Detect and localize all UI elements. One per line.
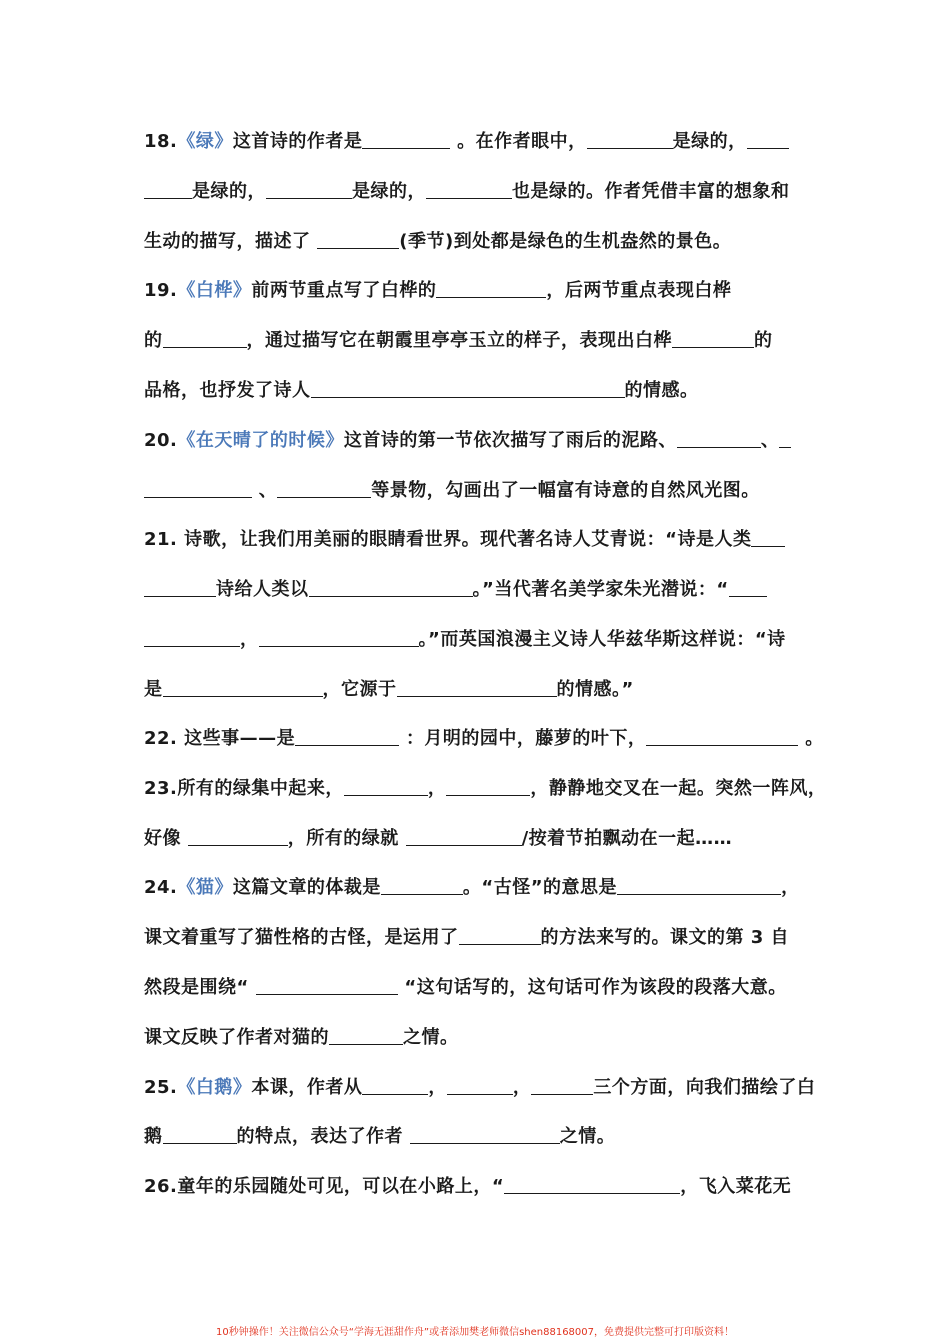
q24-text: ， — [781, 877, 800, 898]
answer-blank[interactable] — [362, 130, 450, 149]
q25-text: 三个方面，向我们描绘了白 — [593, 1077, 816, 1098]
answer-blank[interactable] — [617, 876, 781, 895]
q24-number: 24. — [144, 877, 178, 898]
q24-text: 。“古怪”的意思是 — [462, 877, 618, 898]
q18-line-2 — [144, 177, 808, 207]
q20-text: 等景物，勾画出了一幅富有诗意的自然风光图。 — [371, 480, 760, 501]
answer-blank[interactable] — [397, 678, 557, 697]
q24-title: 《猫》 — [177, 877, 233, 898]
q19-line-3 — [144, 376, 808, 406]
q24-text: “这句话写的，这句话可作为该段的段落大意。 — [404, 977, 787, 998]
q23-text: ， — [427, 778, 447, 799]
q25-text: ， — [428, 1077, 447, 1098]
q23-line-2 — [144, 824, 808, 854]
answer-blank[interactable] — [144, 628, 240, 647]
answer-blank[interactable] — [311, 379, 625, 398]
q19-text: 的情感。 — [624, 380, 699, 401]
q18-line-3 — [144, 227, 808, 257]
q23-text: /按着节拍飘动在一起…… — [521, 828, 733, 849]
answer-blank[interactable] — [436, 279, 546, 298]
q25-number: 25. — [144, 1077, 178, 1098]
q18-number: 18. — [144, 131, 178, 152]
q20-line-2 — [144, 476, 808, 506]
answer-blank[interactable] — [446, 777, 530, 796]
answer-blank[interactable] — [256, 976, 398, 995]
q21-text: ， — [240, 629, 259, 650]
q24-line-1 — [144, 873, 808, 903]
q24-text: 然段是围绕“ — [144, 977, 249, 998]
q18-text: (季节)到处都是绿色的生机盎然的景色。 — [399, 231, 732, 252]
answer-blank[interactable] — [163, 1125, 237, 1144]
q18-text: 这首诗的作者是 — [232, 131, 363, 152]
answer-blank[interactable] — [646, 727, 798, 746]
q20-number: 20. — [144, 430, 178, 451]
answer-blank[interactable] — [309, 578, 473, 597]
q19-title: 《白桦》 — [177, 280, 252, 301]
q23-text: ，静静地交叉在一起。突然一阵风， — [530, 778, 827, 799]
q19-text: ，后两节重点表现白桦 — [546, 280, 732, 301]
answer-blank[interactable] — [459, 926, 541, 945]
q18-text: 是绿的， — [352, 181, 426, 202]
q25-text: 之情。 — [559, 1126, 616, 1147]
answer-blank[interactable] — [504, 1175, 680, 1194]
answer-blank[interactable] — [344, 777, 428, 796]
q18-title: 《绿》 — [177, 131, 233, 152]
answer-blank[interactable] — [329, 1026, 403, 1045]
q19-text: 的 — [754, 330, 773, 351]
answer-blank[interactable] — [259, 628, 419, 647]
q21-text: ，它源于 — [322, 679, 397, 700]
q26-text: ，飞入菜花无 — [680, 1176, 792, 1197]
answer-blank[interactable] — [729, 578, 767, 597]
q23-text: ，所有的绿就 — [287, 828, 399, 849]
q25-text: 鹅 — [144, 1126, 163, 1147]
answer-blank[interactable] — [531, 1076, 593, 1095]
q21-line-4 — [144, 675, 808, 705]
answer-blank[interactable] — [587, 130, 673, 149]
q24-text: 这篇文章的体裁是 — [232, 877, 381, 898]
q23-line-1 — [144, 774, 827, 804]
q18-text: 生动的描写，描述了 — [144, 231, 311, 252]
q18-text: 是绿的， — [192, 181, 266, 202]
answer-blank[interactable] — [188, 827, 288, 846]
answer-blank[interactable] — [163, 329, 247, 348]
q18-line-1 — [144, 127, 808, 157]
answer-blank[interactable] — [144, 578, 216, 597]
answer-blank[interactable] — [266, 180, 352, 199]
q23-text: 好像 — [144, 828, 181, 849]
q19-text: 前两节重点写了白桦的 — [251, 280, 437, 301]
q20-line-1 — [144, 426, 808, 456]
q20-text: 、 — [760, 430, 780, 451]
answer-blank[interactable] — [163, 678, 323, 697]
q19-text: 品格，也抒发了诗人 — [144, 380, 311, 401]
q18-text: 也是绿的。作者凭借丰富的想象和 — [512, 181, 790, 202]
q24-line-2 — [144, 923, 808, 953]
q26-text: 26.童年的乐园随处可见，可以在小路上，“ — [144, 1176, 505, 1197]
answer-blank[interactable] — [277, 479, 371, 498]
q21-line-3 — [144, 625, 808, 655]
answer-blank[interactable] — [677, 429, 761, 448]
answer-blank[interactable] — [381, 876, 463, 895]
answer-blank[interactable] — [406, 827, 522, 846]
q26-line-1 — [144, 1172, 808, 1202]
q21-text: 。”而英国浪漫主义诗人华兹华斯这样说：“诗 — [418, 629, 786, 650]
q21-text: 的情感。” — [556, 679, 634, 700]
q20-title: 《在天晴了的时候》 — [177, 430, 344, 451]
q20-text: 、 — [258, 480, 278, 501]
q24-text: 之情。 — [403, 1027, 459, 1048]
answer-blank[interactable] — [295, 727, 399, 746]
q24-line-4 — [144, 1023, 808, 1053]
answer-blank[interactable] — [144, 479, 252, 498]
q18-text: 。在作者眼中， — [457, 131, 587, 152]
q24-text: 的方法来写的。课文的第 3 自 — [540, 927, 790, 948]
q21-text: 是 — [144, 679, 163, 700]
q19-number: 19. — [144, 280, 178, 301]
q19-text: 的 — [144, 330, 163, 351]
answer-blank[interactable] — [144, 180, 192, 199]
q22-line-1 — [144, 724, 824, 754]
q20-text: 这首诗的第一节依次描写了雨后的泥路、 — [343, 430, 677, 451]
q21-line-1 — [144, 525, 808, 555]
q25-text: 本课，作者从 — [251, 1077, 363, 1098]
q19-line-1 — [144, 276, 808, 306]
answer-blank[interactable] — [426, 180, 512, 199]
answer-blank[interactable] — [317, 230, 399, 249]
answer-blank[interactable] — [751, 528, 785, 547]
answer-blank[interactable] — [410, 1125, 560, 1144]
answer-blank[interactable] — [747, 130, 789, 149]
q21-text: 21. 诗歌，让我们用美丽的眼睛看世界。现代著名诗人艾青说：“诗是人类 — [144, 529, 752, 550]
q25-text: 的特点，表达了作者 — [236, 1126, 403, 1147]
q23-text: 23.所有的绿集中起来， — [144, 778, 344, 799]
q21-text: 诗给人类以 — [216, 579, 309, 600]
q25-line-2 — [144, 1122, 808, 1152]
q25-text: ， — [512, 1077, 532, 1098]
q25-line-1 — [144, 1073, 816, 1103]
answer-blank[interactable] — [447, 1076, 513, 1095]
q18-text: 是绿的， — [672, 131, 747, 152]
q24-line-3 — [144, 973, 808, 1003]
answer-blank[interactable] — [672, 329, 754, 348]
q22-text: 。 — [805, 728, 824, 749]
q24-text: 课文反映了作者对猫的 — [144, 1027, 329, 1048]
q22-text: ：月明的园中，藤萝的叶下， — [405, 728, 647, 749]
q22-text: 22. 这些事——是 — [144, 728, 296, 749]
answer-blank[interactable] — [779, 429, 791, 448]
answer-blank[interactable] — [362, 1076, 428, 1095]
q21-text: 。”当代著名美学家朱光潜说：“ — [472, 579, 729, 600]
promo-footer: 10秒钟操作！关注微信公众号“学海无涯甜作舟”或者添加樊老师微信shen88168007，免费提供完整可打印版资料！ — [215, 1327, 735, 1338]
q25-title: 《白鹅》 — [177, 1077, 252, 1098]
q21-line-2 — [144, 575, 808, 605]
q19-line-2 — [144, 326, 808, 356]
q24-text: 课文着重写了猫性格的古怪，是运用了 — [144, 927, 459, 948]
q19-text: ，通过描写它在朝霞里亭亭玉立的样子，表现出白桦 — [246, 330, 672, 351]
